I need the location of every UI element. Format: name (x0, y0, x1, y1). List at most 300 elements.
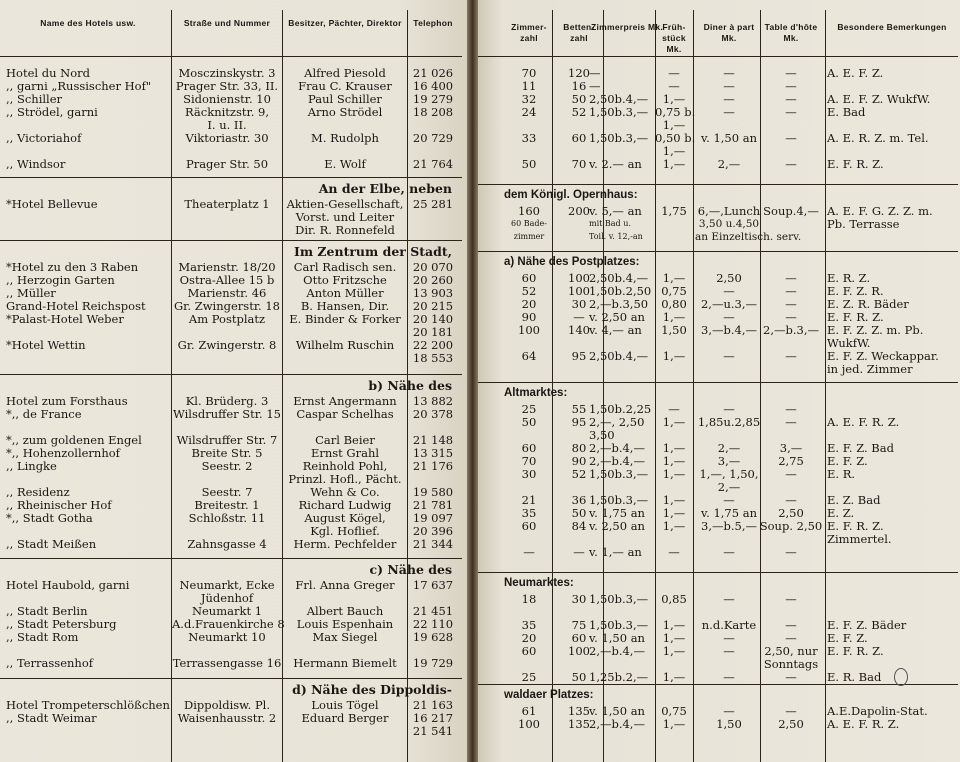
right-table-row (478, 284, 960, 298)
left-cell: Dippoldisw. Pl. (183, 698, 271, 712)
right-cell: 3,— (717, 454, 741, 468)
right-table-row (478, 230, 960, 244)
right-cell: 60 (521, 644, 537, 658)
right-cell: 18 (521, 592, 537, 606)
right-column-header: Table d'hôte Mk. (764, 22, 818, 43)
left-table-row (0, 223, 467, 237)
right-cell: 200 (568, 204, 590, 218)
right-cell: v. 1,75 an (589, 506, 645, 520)
right-cell: A.E.Dapolin-Stat. (827, 704, 928, 718)
left-cell: Viktoriastr. 30 (185, 131, 269, 145)
right-cell: E. Z. Bad (827, 493, 881, 507)
right-table-row (478, 349, 960, 363)
right-cell: 52 (571, 105, 587, 119)
right-cell: 11 (521, 79, 537, 93)
left-cell: Zahnsgasse 4 (187, 537, 267, 551)
right-cell: — (723, 631, 735, 645)
right-section-rule (478, 251, 958, 252)
left-table-row (0, 286, 467, 300)
left-cell: Grand-Hotel Reichspost (6, 299, 146, 313)
left-cell: Waisenhausstr. 2 (177, 711, 277, 725)
right-cell: 50 (571, 670, 587, 684)
left-cell: 21 781 (412, 498, 454, 512)
right-cell: 1,50b.2,25 (589, 402, 652, 416)
left-cell: ,, Windsor (6, 157, 66, 171)
right-cell: 60 (571, 131, 587, 145)
right-cell: 21 (521, 493, 537, 507)
right-cell: 2,—b.3,— (763, 323, 819, 337)
right-cell: — (785, 670, 797, 684)
left-cell: Jüdenhof (200, 591, 254, 605)
left-cell: Theaterplatz 1 (184, 197, 270, 211)
left-cell: August Kögel, (304, 511, 386, 525)
right-cell: 2,75 (778, 454, 804, 468)
right-section-title: waldaer Platzes: (504, 689, 594, 701)
right-cell: — (668, 545, 680, 559)
left-cell: Neumarkt 1 (191, 604, 263, 618)
left-table-row (0, 498, 467, 512)
right-table-row (478, 144, 960, 158)
right-cell: 100 (568, 644, 590, 658)
right-cell: — (785, 79, 797, 93)
right-table-row (478, 131, 960, 145)
right-table-row (478, 402, 960, 416)
left-table-row (0, 459, 467, 473)
right-cell: 6,—,Lunch (697, 204, 761, 218)
left-cell: Frau C. Krauser (298, 79, 392, 93)
right-cell: 60 (571, 631, 587, 645)
left-table-row (0, 118, 467, 132)
right-table-row (478, 493, 960, 507)
right-table-row (478, 441, 960, 455)
right-cell: 1,— (662, 310, 686, 324)
right-cell: E. F. R. Z. (827, 310, 884, 324)
left-cell: *,, Stadt Gotha (6, 511, 93, 525)
right-table-row (478, 362, 960, 376)
right-cell: 20 (521, 631, 537, 645)
right-cell: 90 (571, 454, 587, 468)
left-cell: Reinhold Pohl, (302, 459, 388, 473)
left-cell: ,, Residenz (6, 485, 70, 499)
right-cell: 36 (571, 493, 587, 507)
left-cell: Schloßstr. 11 (188, 511, 266, 525)
right-section-rule (478, 184, 958, 185)
right-table-row (478, 657, 960, 671)
right-cell: 61 (521, 704, 537, 718)
right-cell: v. 1,50 an (589, 631, 645, 645)
left-section-title: Im Zentrum der Stadt, (293, 244, 452, 259)
left-cell: ,, Strödel, garni (6, 105, 98, 119)
left-cell: *Hotel Wettin (6, 338, 86, 352)
right-cell: — (785, 618, 797, 632)
right-cell: Pb. Terrasse (827, 217, 900, 231)
right-cell: 1,— (662, 144, 686, 158)
left-table-row (0, 511, 467, 525)
right-cell: 2,—b.4,— (589, 454, 645, 468)
left-cell: Arno Strödel (307, 105, 383, 119)
left-cell: A.d.Frauenkirche 8 (172, 617, 285, 631)
left-page (0, 0, 467, 762)
right-header-rule (478, 56, 958, 57)
right-table-row (478, 105, 960, 119)
right-cell: 30 (571, 297, 587, 311)
right-cell: — (723, 704, 735, 718)
right-cell: A. E. F. R. Z. (827, 717, 900, 731)
left-table-row (0, 338, 467, 352)
right-cell: — (785, 271, 797, 285)
right-cell: 0,75 b. (655, 105, 696, 119)
right-table-row (478, 631, 960, 645)
left-section-title: d) Nähe des Dippoldis- (292, 682, 452, 697)
left-cell: 18 553 (412, 351, 454, 365)
left-cell: 13 315 (412, 446, 454, 460)
right-cell: 135 (568, 717, 590, 731)
right-page (478, 0, 960, 762)
left-cell: 19 097 (412, 511, 454, 525)
left-cell: Herm. Pechfelder (293, 537, 397, 551)
right-cell: v. 1,50 an (701, 131, 757, 145)
right-table-row (478, 532, 960, 546)
right-cell: — (723, 644, 735, 658)
left-cell: 20 396 (412, 524, 454, 538)
right-cell: — (785, 467, 797, 481)
left-cell: M. Rudolph (311, 131, 379, 145)
right-cell: 0,50 b. (655, 131, 696, 145)
right-cell: 1,— (662, 271, 686, 285)
right-cell: 50 (571, 506, 587, 520)
right-table-row (478, 480, 960, 494)
left-cell: Marienstr. 46 (187, 286, 267, 300)
right-cell: 2,—b.4,— (589, 441, 645, 455)
left-cell: Mosczinskystr. 3 (178, 66, 276, 80)
right-cell: — (785, 704, 797, 718)
right-column-header: Früh-stück Mk. (662, 22, 686, 54)
left-cell: Hotel zum Forsthaus (6, 394, 128, 408)
right-cell: — (723, 79, 735, 93)
left-table-row (0, 131, 467, 145)
right-table-row (478, 605, 960, 619)
left-cell: Ernst Angermann (293, 394, 397, 408)
left-cell: ,, Stadt Meißen (6, 537, 97, 551)
right-cell: 16 (571, 79, 587, 93)
right-cell: 2,—b.3,50 (589, 297, 649, 311)
right-column-header: Zimmer-zahl (511, 22, 547, 43)
left-cell: 18 208 (412, 105, 454, 119)
right-cell: 100 (568, 284, 590, 298)
right-cell: — (785, 157, 797, 171)
right-table-row (478, 271, 960, 285)
right-cell: — (523, 545, 535, 559)
right-cell: 1,— (662, 157, 686, 171)
left-table-row (0, 617, 467, 631)
left-table-row (0, 643, 467, 657)
right-cell: — (668, 66, 680, 80)
right-cell: 50 (521, 415, 537, 429)
left-cell: Kl. Brüderg. 3 (185, 394, 269, 408)
right-cell: 2,— (717, 480, 741, 494)
left-cell: 17 637 (412, 578, 454, 592)
left-cell: Eduard Berger (301, 711, 389, 725)
right-section-rule (478, 572, 958, 573)
right-table-row (478, 428, 960, 442)
right-cell: 95 (571, 415, 587, 429)
right-table-row (478, 118, 960, 132)
right-cell: 2,—, 2,50 (589, 415, 645, 429)
left-cell: *Hotel zu den 3 Raben (6, 260, 139, 274)
right-cell: 90 (521, 310, 537, 324)
right-cell: — (573, 310, 585, 324)
left-cell: 21 541 (412, 724, 454, 738)
right-cell: 70 (521, 66, 537, 80)
left-cell: ,, Terrassenhof (6, 656, 94, 670)
left-cell: Am Postplatz (188, 312, 266, 326)
left-cell: Gr. Zwingerstr. 18 (173, 299, 280, 313)
left-cell: ,, Stadt Berlin (6, 604, 88, 618)
right-cell: 2,— (717, 157, 741, 171)
right-cell: 30 (571, 592, 587, 606)
left-table-row (0, 351, 467, 365)
right-cell: 100 (518, 717, 540, 731)
right-cell: 60 (521, 519, 537, 533)
left-cell: 20 378 (412, 407, 454, 421)
right-cell: 2,—u.3,— (700, 297, 757, 311)
left-cell: 13 882 (412, 394, 454, 408)
right-cell: 3,50 u.4,50 (698, 218, 760, 230)
left-cell: Louis Tögel (311, 698, 379, 712)
right-table-row (478, 336, 960, 350)
right-table-row (478, 323, 960, 337)
right-cell: v. 1,75 an (701, 506, 757, 520)
left-header-rule (0, 56, 462, 57)
right-cell: 84 (571, 519, 587, 533)
right-cell: 0,80 (661, 297, 687, 311)
right-cell: E. F. Z. R. (827, 284, 884, 298)
left-table-row (0, 325, 467, 339)
right-table-row (478, 454, 960, 468)
left-cell: Anton Müller (306, 286, 384, 300)
right-cell: n.d.Karte (701, 618, 757, 632)
right-cell: 20 (521, 297, 537, 311)
left-cell: 21 344 (412, 537, 454, 551)
left-cell: 19 580 (412, 485, 454, 499)
right-table-row (478, 92, 960, 106)
right-cell: — (723, 310, 735, 324)
left-cell: ,, Müller (6, 286, 56, 300)
left-cell: *Hotel Bellevue (6, 197, 98, 211)
left-cell: ,, Stadt Weimar (6, 711, 97, 725)
right-cell: v. 2.— an (589, 157, 642, 171)
left-cell: Hotel Haubold, garni (6, 578, 130, 592)
left-cell: ,, garni „Russischer Hof" (6, 79, 152, 93)
right-cell: 0,75 (661, 704, 687, 718)
right-cell: 1,— (662, 506, 686, 520)
right-cell: 1,— (662, 467, 686, 481)
left-cell: Aktien-Gesellschaft, (286, 197, 404, 211)
right-table-row (478, 467, 960, 481)
right-cell: 100 (518, 323, 540, 337)
left-table-row (0, 591, 467, 605)
left-cell: Terrassengasse 16 (172, 656, 282, 670)
left-cell: E. Binder & Forker (289, 312, 401, 326)
right-cell: 2,— (717, 441, 741, 455)
left-cell: ,, Lingke (6, 459, 57, 473)
right-section-title: Neumarktes: (504, 577, 574, 589)
right-section-rule (478, 684, 958, 685)
left-cell: Prager Str. 50 (185, 157, 269, 171)
right-cell: A. E. F. R. Z. (827, 415, 900, 429)
right-section-title: dem Königl. Opernhaus: (504, 189, 638, 201)
right-cell: 2,50 (778, 717, 804, 731)
left-section-title: c) Nähe des (369, 562, 452, 577)
right-table-row (478, 297, 960, 311)
left-table-row (0, 144, 467, 158)
left-table-row (0, 420, 467, 434)
right-cell: — (785, 631, 797, 645)
right-table-row (478, 545, 960, 559)
left-cell: Caspar Schelhas (296, 407, 394, 421)
right-cell: — (723, 92, 735, 106)
right-cell: E. Z. (827, 506, 855, 520)
right-cell: 64 (521, 349, 537, 363)
left-table-row (0, 698, 467, 712)
left-cell: 19 729 (412, 656, 454, 670)
left-table-row (0, 105, 467, 119)
right-cell: v. 1,— an (589, 545, 642, 559)
left-cell: *,, zum goldenen Engel (6, 433, 142, 447)
left-table-row (0, 711, 467, 725)
left-cell: 20 260 (412, 273, 454, 287)
left-cell: 20 181 (412, 325, 454, 339)
left-cell: ,, Schiller (6, 92, 63, 106)
right-cell: 1,50 (661, 323, 687, 337)
right-cell: 35 (521, 506, 537, 520)
right-cell: 1,— (662, 415, 686, 429)
left-column-header: Besitzer, Pächter, Direktor (288, 18, 402, 28)
left-cell: 21 176 (412, 459, 454, 473)
right-cell: 2,—b.4,— (589, 644, 645, 658)
right-cell: 1,50b.3,— (589, 493, 649, 507)
right-cell: E. F. Z. Weckappar. (827, 349, 939, 363)
left-cell: Wehn & Co. (310, 485, 380, 499)
right-cell: 1,50b.3,— (589, 131, 649, 145)
left-table-row (0, 197, 467, 211)
left-section-rule (0, 558, 462, 559)
right-cell: 3,— (779, 441, 803, 455)
left-cell: Ernst Grahl (310, 446, 380, 460)
right-table-row (478, 704, 960, 718)
left-cell: Breite Str. 5 (191, 446, 263, 460)
right-table-row (478, 415, 960, 429)
right-cell: 50 (521, 157, 537, 171)
right-cell: 1,— (662, 349, 686, 363)
left-cell: Wilhelm Ruschin (295, 338, 395, 352)
right-cell: 0,85 (661, 592, 687, 606)
left-cell: Alfred Piesold (304, 66, 386, 80)
right-cell: 1,— (662, 519, 686, 533)
left-section-title: b) Nähe des (368, 378, 452, 393)
left-cell: Hermann Biemelt (293, 656, 397, 670)
left-table-row (0, 210, 467, 224)
left-cell: 19 279 (412, 92, 454, 106)
left-table-row (0, 299, 467, 313)
right-cell: 1,— (662, 493, 686, 507)
right-column-header: Diner à part Mk. (703, 22, 755, 43)
left-table-row (0, 724, 467, 738)
right-cell: — (723, 105, 735, 119)
left-section-rule (0, 240, 462, 241)
right-cell: — (723, 402, 735, 416)
left-cell: Hotel du Nord (6, 66, 90, 80)
right-cell: 1,75 (661, 204, 687, 218)
right-cell: — (668, 79, 680, 93)
right-cell: Zimmertel. (827, 532, 892, 546)
right-cell: 33 (521, 131, 537, 145)
right-cell: 0,75 (661, 284, 687, 298)
left-table-row (0, 433, 467, 447)
right-table-row (478, 217, 960, 231)
right-section-title: Altmarktes: (504, 387, 568, 399)
left-cell: 20 140 (412, 312, 454, 326)
left-cell: Louis Espenhain (296, 617, 394, 631)
right-cell: 1,— (662, 118, 686, 132)
right-cell: E. F. Z. Z. m. Pb. (827, 323, 924, 337)
right-cell: 1,— (662, 670, 686, 684)
right-cell: E. Bad (827, 105, 866, 119)
right-cell: 70 (521, 454, 537, 468)
right-cell: 2,50, nur (764, 644, 818, 658)
left-cell: Albert Bauch (306, 604, 384, 618)
right-cell: — (723, 670, 735, 684)
left-table-row (0, 66, 467, 80)
left-column-header: Telephon (413, 18, 453, 28)
left-cell: ,, Rheinischer Hof (6, 498, 112, 512)
left-cell: Räcknitzstr. 9, (185, 105, 269, 119)
right-table-row (478, 204, 960, 218)
left-table-row (0, 79, 467, 93)
left-cell: ,, Victoriahof (6, 131, 82, 145)
left-cell: I. u. II. (207, 118, 247, 132)
right-table-row (478, 670, 960, 684)
right-cell: 3,50 (589, 428, 615, 442)
right-cell: 1,— (662, 454, 686, 468)
left-cell: ,, Stadt Rom (6, 630, 79, 644)
right-cell: 1,— (662, 441, 686, 455)
right-column-header: Besondere Bemerkungen (837, 22, 947, 32)
left-cell: Marienstr. 18/20 (178, 260, 276, 274)
right-cell: 1,50 (716, 717, 742, 731)
right-table-row (478, 157, 960, 171)
right-cell: 1,50b.2,50 (589, 284, 652, 298)
right-cell: — (573, 545, 585, 559)
left-cell: *Palast-Hotel Weber (6, 312, 124, 326)
right-cell: A. E. R. Z. m. Tel. (827, 131, 929, 145)
right-cell: 52 (571, 467, 587, 481)
left-cell: Otto Fritzsche (303, 273, 387, 287)
right-section-title: a) Nähe des Postplatzes: (504, 256, 640, 268)
right-cell: 95 (571, 349, 587, 363)
left-cell: 22 200 (412, 338, 454, 352)
left-cell: ,, Herzogin Garten (6, 273, 115, 287)
left-cell: 22 110 (412, 617, 454, 631)
right-cell: — (785, 415, 797, 429)
right-cell: 100 (568, 271, 590, 285)
left-cell: Prinzl. Hofl., Pächt. (288, 472, 402, 486)
right-table-row (478, 644, 960, 658)
right-cell: an Einzeltisch. serv. (695, 231, 802, 243)
right-cell: 70 (571, 157, 587, 171)
left-cell: Seestr. 7 (201, 485, 253, 499)
right-cell: — (785, 592, 797, 606)
